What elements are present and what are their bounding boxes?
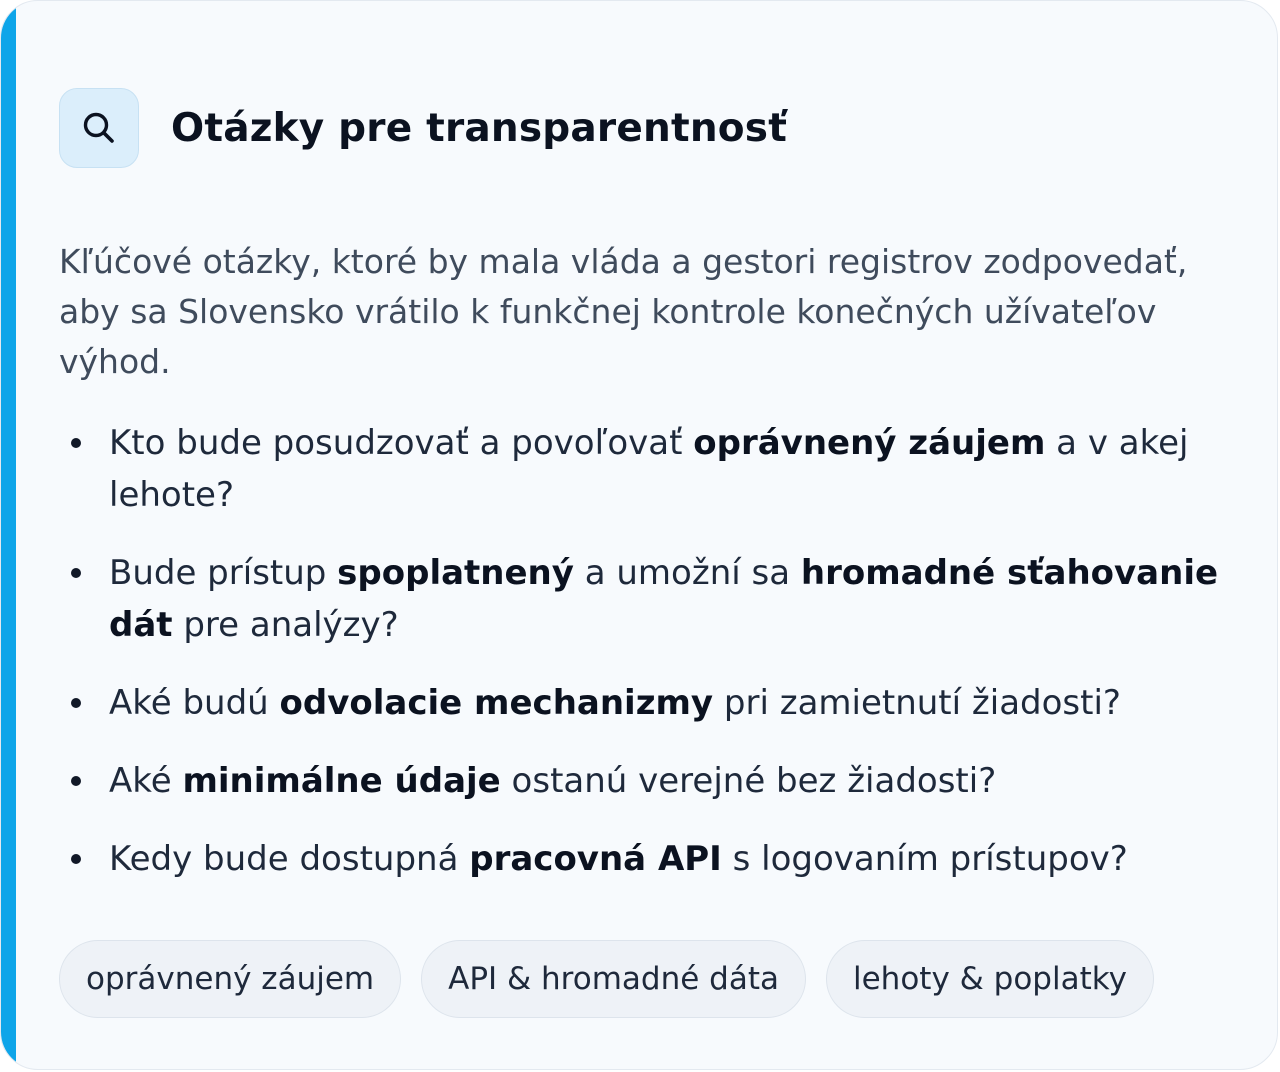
- question-emphasis: odvolacie mechanizmy: [279, 683, 714, 723]
- question-text: a v akej lehote?: [109, 423, 1189, 515]
- bullet-icon: [71, 698, 81, 708]
- question-emphasis: oprávnený záujem: [693, 423, 1046, 463]
- question-item: [59, 755, 1234, 807]
- question-text: pre analýzy?: [172, 605, 399, 645]
- question-emphasis: pracovná API: [469, 839, 722, 879]
- question-emphasis: minimálne údaje: [182, 761, 501, 801]
- question-text: a umožní sa: [573, 553, 801, 593]
- tag-chip[interactable]: oprávnený záujem: [59, 940, 401, 1018]
- card-header: [59, 87, 787, 169]
- tag-chip[interactable]: API & hromadné dáta: [421, 940, 806, 1018]
- question-text: Bude prístup: [109, 553, 338, 593]
- bullet-icon: [71, 776, 81, 786]
- question-text: Kedy bude dostupná: [109, 839, 470, 879]
- bullet-icon: [71, 438, 81, 448]
- question-item: [59, 677, 1234, 729]
- question-text: pri zamietnutí žiadosti?: [713, 683, 1121, 723]
- bullet-icon: [71, 854, 81, 864]
- tag-chip[interactable]: lehoty & poplatky: [826, 940, 1154, 1018]
- question-text: Kto bude posudzovať a povoľovať: [109, 423, 694, 463]
- bullet-icon: [71, 568, 81, 578]
- question-item: [59, 417, 1234, 521]
- question-item: [59, 547, 1234, 651]
- search-icon: [59, 88, 139, 168]
- question-text: ostanú verejné bez žiadosti?: [500, 761, 997, 801]
- question-text: Aké: [109, 761, 183, 801]
- question-text: Aké budú: [109, 683, 280, 723]
- tag-list: [59, 940, 1154, 1018]
- lead-paragraph: Kľúčové otázky, ktoré by mala vláda a gestori registrov zodpovedať, aby sa Slovensko vrátilo k funkčnej kontrole konečných užívateľov výhod.: [59, 242, 1188, 381]
- question-emphasis: spoplatnený: [337, 553, 574, 593]
- question-emphasis: hromadné sťahovanie dát: [109, 553, 1219, 645]
- questions-list: [59, 417, 1234, 911]
- question-item: [59, 833, 1234, 885]
- accent-bar: [1, 1, 16, 1069]
- question-text: s logovaním prístupov?: [721, 839, 1128, 879]
- card-title: Otázky pre transparentnosť: [171, 105, 788, 151]
